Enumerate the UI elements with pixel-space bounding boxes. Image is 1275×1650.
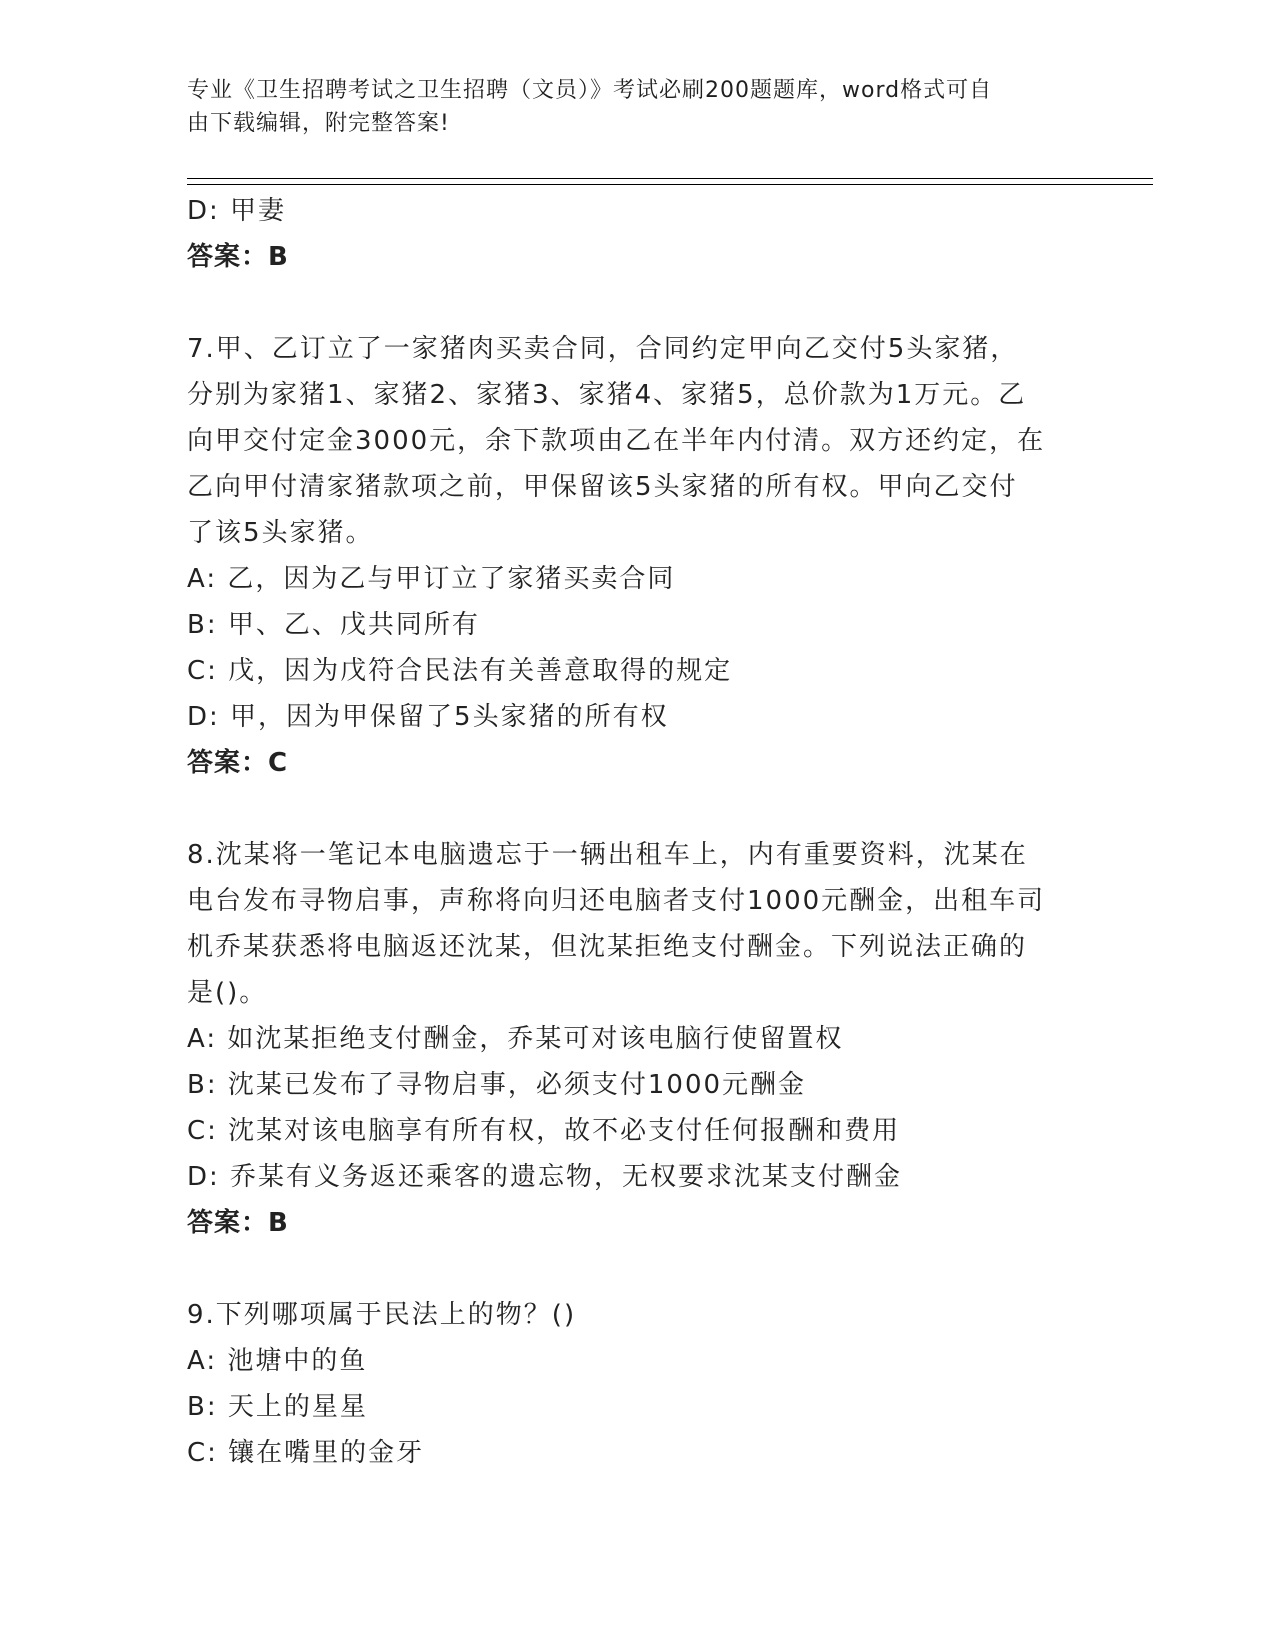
question-7-answer: 答案：C xyxy=(187,748,289,778)
question-7-stem-line: 7.甲、乙订立了一家猪肉买卖合同，合同约定甲向乙交付5头家猪， xyxy=(187,334,1019,364)
question-8-option-d: D: 乔某有义务返还乘客的遗忘物，无权要求沈某支付酬金 xyxy=(187,1162,903,1192)
question-9-option-a: A: 池塘中的鱼 xyxy=(187,1346,368,1376)
question-9-option-c: C: 镶在嘴里的金牙 xyxy=(187,1438,425,1468)
question-8-stem-line: 电台发布寻物启事，声称将向归还电脑者支付1000元酬金，出租车司 xyxy=(187,886,1046,916)
question-7-option-b: B: 甲、乙、戊共同所有 xyxy=(187,610,480,640)
question-8-option-b: B: 沈某已发布了寻物启事，必须支付1000元酬金 xyxy=(187,1070,807,1100)
prev-answer: 答案：B xyxy=(187,242,289,272)
question-8-stem-line: 8.沈某将一笔记本电脑遗忘于一辆出租车上，内有重要资料，沈某在 xyxy=(187,840,1028,870)
question-7-option-c: C: 戊，因为戊符合民法有关善意取得的规定 xyxy=(187,656,733,686)
question-9 xyxy=(187,1292,1087,1476)
question-8-stem-line: 机乔某获悉将电脑返还沈某，但沈某拒绝支付酬金。下列说法正确的 xyxy=(187,932,1028,962)
question-8-option-a: A: 如沈某拒绝支付酬金，乔某可对该电脑行使留置权 xyxy=(187,1024,844,1054)
question-8 xyxy=(187,832,1087,1246)
prev-option-d: D: 甲妻 xyxy=(187,196,287,226)
header-line-2: 由下载编辑，附完整答案! xyxy=(187,111,450,136)
document-body xyxy=(187,188,1087,1476)
spacer xyxy=(187,1246,1087,1292)
question-8-stem-line: 是()。 xyxy=(187,978,268,1008)
question-7-stem-line: 向甲交付定金3000元，余下款项由乙在半年内付清。双方还约定，在 xyxy=(187,426,1046,456)
question-8-option-c: C: 沈某对该电脑享有所有权，故不必支付任何报酬和费用 xyxy=(187,1116,901,1146)
question-9-option-b: B: 天上的星星 xyxy=(187,1392,368,1422)
page-header xyxy=(187,74,1087,140)
question-8-answer: 答案：B xyxy=(187,1208,289,1238)
spacer xyxy=(187,786,1087,832)
spacer xyxy=(187,280,1087,326)
question-7-stem-line: 乙向甲付清家猪款项之前，甲保留该5头家猪的所有权。甲向乙交付 xyxy=(187,472,1018,502)
header-line-1: 专业《卫生招聘考试之卫生招聘（文员）》考试必刷200题题库，word格式可自 xyxy=(187,78,993,103)
question-9-stem-line: 9.下列哪项属于民法上的物？() xyxy=(187,1300,577,1330)
header-divider xyxy=(187,178,1153,185)
question-7-stem-line: 分别为家猪1、家猪2、家猪3、家猪4、家猪5，总价款为1万元。乙 xyxy=(187,380,1027,410)
question-7-option-a: A: 乙，因为乙与甲订立了家猪买卖合同 xyxy=(187,564,676,594)
question-7-stem-line: 了该5头家猪。 xyxy=(187,518,374,548)
question-7 xyxy=(187,326,1087,786)
question-7-option-d: D: 甲，因为甲保留了5头家猪的所有权 xyxy=(187,702,669,732)
